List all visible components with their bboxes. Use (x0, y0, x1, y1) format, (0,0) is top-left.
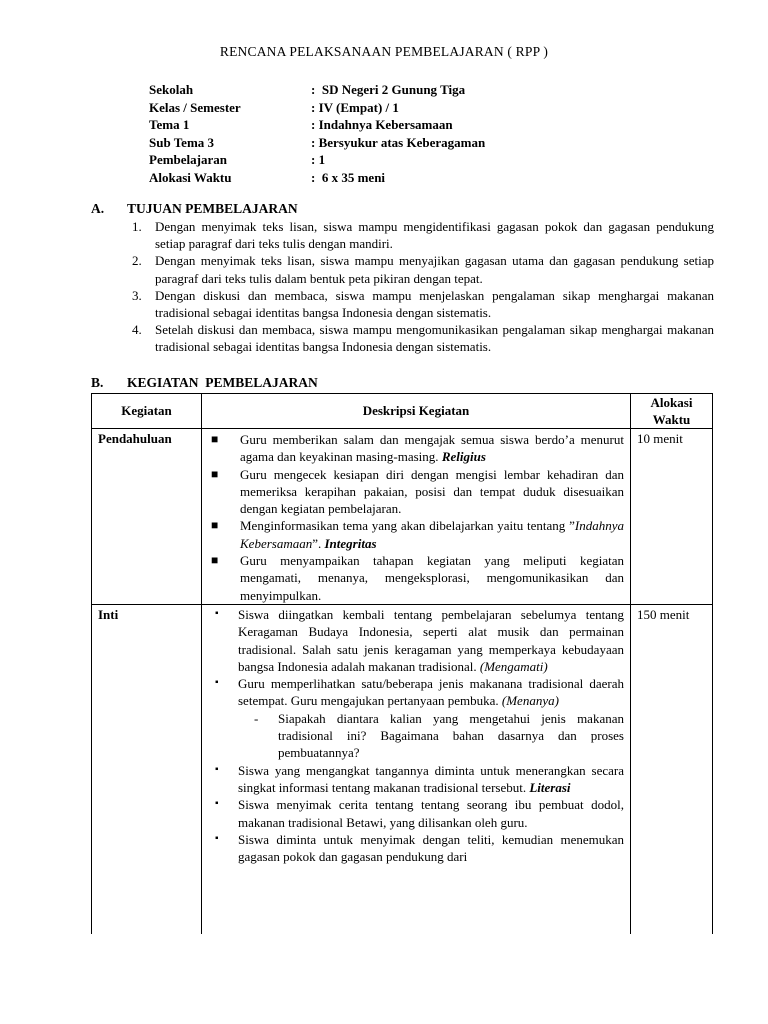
info-row-subtheme (149, 134, 485, 152)
goal-text: Dengan menyimak teks lisan, siswa mampu menyajikan gagasan utama dan gagasan pendukung setiap paragraf dari teks tulis dalam bentuk peta pikiran dengan tepat. (155, 253, 714, 286)
square-bullet-icon: ▪ (215, 607, 219, 619)
info-colon: : (311, 152, 316, 167)
goal-number: 1. (132, 219, 142, 234)
info-label: Tema 1 (149, 117, 190, 132)
header-deskripsi: Deskripsi Kegiatan (202, 394, 631, 429)
info-value: Indahnya Kebersamaan (318, 117, 453, 132)
goal-text: Dengan diskusi dan membaca, siswa mampu menjelaskan pengalaman sikap menghargai makanan tradisional sebagai identitas bangsa Indonesia dengan sistematis. (155, 287, 714, 321)
list-item (202, 431, 630, 466)
item-note: (Mengamati) (479, 658, 548, 674)
list-item (202, 762, 630, 797)
item-text: Guru memperlihatkan satu/beberapa jenis makanana tradisional daerah setempat. Guru mengajukan pertanyaan pembuka. (238, 676, 624, 709)
info-colon: : (311, 99, 316, 115)
item-text: Siswa yang mengangkat tangannya diminta untuk menerangkan secara singkat informasi tentang makanan tradisional tersebut. (238, 762, 624, 795)
info-row-school (149, 81, 485, 99)
table-row-inti (92, 604, 713, 934)
activity-list (202, 606, 630, 865)
section-title: KEGIATAN PEMBELAJARAN (127, 375, 318, 390)
info-value: 6 x 35 meni (318, 169, 386, 185)
item-tag: Integritas (324, 535, 377, 551)
list-item (202, 552, 630, 604)
item-text: Guru mengecek kesiapan diri dengan mengisi lembar kehadiran dan memeriksa kerapihan pakaian, posisi dan tempat duduk disesuaikan dengan kegiatan pembelajaran. (240, 466, 624, 517)
info-value: IV (Empat) / 1 (318, 99, 399, 115)
goal-number: 3. (132, 287, 142, 303)
phase-label: Pendahuluan (92, 429, 202, 605)
activity-list (202, 431, 630, 604)
info-label: Kelas / Semester (149, 99, 241, 115)
list-item (202, 796, 630, 831)
goal-text: Dengan menyimak teks lisan, siswa mampu mengidentifikasi gagasan pokok dan gagasan pendukung setiap paragraf dari teks tulis dengan mandiri. (155, 219, 714, 252)
section-letter: A. (91, 201, 105, 216)
item-tag: Religius (441, 449, 486, 465)
item-text: Siswa diingatkan kembali tentang pembelajaran sebelumya tentang Keragaman Budaya Indonesia, seperti alat musik dan permainan tradisional. Salah satu jenis keragaman yang memperkaya kebudayaan bangsa Indonesia adalah makanan tradisional. (238, 606, 624, 674)
table-header-row (92, 394, 713, 429)
info-colon: : (311, 134, 316, 150)
square-bullet-icon: ■ (211, 466, 219, 481)
info-row-theme (149, 116, 485, 134)
info-label: Sub Tema 3 (149, 134, 215, 150)
table-row-pendahuluan (92, 429, 713, 605)
header-kegiatan: Kegiatan (92, 394, 202, 429)
list-item (202, 517, 630, 552)
section-title: TUJUAN PEMBELAJARAN (127, 201, 298, 216)
item-tag: Literasi (529, 779, 571, 795)
square-bullet-icon: ▪ (215, 832, 219, 844)
item-note: (Menanya) (501, 693, 559, 709)
square-bullet-icon: ▪ (215, 763, 219, 775)
list-subitem (202, 710, 630, 762)
goal-item (132, 252, 714, 286)
item-text: Siswa menyimak cerita tentang tentang seorang ibu pembuat dodol, makanan tradisional Betawi, yang dilisankan oleh guru. (238, 797, 624, 830)
activities-table (91, 393, 713, 934)
identity-block (149, 81, 485, 186)
goal-number: 4. (132, 322, 142, 338)
item-text: ”. (312, 535, 325, 551)
phase-description (202, 429, 631, 605)
info-value: Bersyukur atas Keberagaman (318, 134, 486, 150)
info-value: SD Negeri 2 Gunung Tiga (318, 82, 466, 97)
info-label: Alokasi Waktu (149, 169, 232, 185)
info-colon: : (311, 117, 316, 132)
dash-bullet-icon: - (254, 710, 259, 726)
info-label: Pembelajaran (149, 152, 227, 167)
header-alokasi: Alokasi Waktu (631, 394, 713, 429)
info-value: 1 (318, 152, 326, 167)
section-letter: B. (91, 375, 104, 390)
list-item (202, 831, 630, 866)
goal-item (132, 218, 714, 252)
phase-description (202, 604, 631, 934)
square-bullet-icon: ▪ (215, 798, 219, 810)
document-title: RENCANA PELAKSANAAN PEMBELAJARAN ( RPP ) (219, 44, 549, 59)
info-row-class (149, 99, 485, 117)
square-bullet-icon: ▪ (215, 677, 219, 689)
phase-label: Inti (92, 604, 202, 934)
goal-number: 2. (132, 253, 142, 269)
goal-item (132, 321, 714, 355)
section-heading-activities (91, 375, 318, 391)
section-heading-goals (91, 201, 298, 217)
square-bullet-icon: ■ (211, 553, 219, 568)
item-text: Siswa diminta untuk menyimak dengan teliti, kemudian menemukan gagasan pokok dan gagasan pendukung dari (238, 831, 624, 865)
item-text: Guru memberikan salam dan mengajak semua siswa berdo’a menurut agama dan keyakinan masing-masing. (240, 432, 624, 465)
info-colon: : (311, 82, 316, 97)
square-bullet-icon: ■ (211, 518, 219, 533)
item-italic: Indahnya Kebersamaan (240, 518, 624, 551)
info-label: Sekolah (149, 82, 194, 97)
goal-item (132, 287, 714, 321)
list-item (202, 466, 630, 518)
list-item (202, 606, 630, 675)
info-colon: : (311, 169, 316, 185)
goals-list (132, 218, 714, 356)
item-text: Menginformasikan tema yang akan dibelajarkan yaitu tentang ” (240, 518, 575, 534)
info-row-lesson (149, 151, 485, 169)
goal-text: Setelah diskusi dan membaca, siswa mampu mengomunikasikan pengalaman sikap menghargai makanan tradisional sebagai identitas bangsa Indonesia dengan sistematis. (155, 322, 714, 355)
item-text: Guru menyampaikan tahapan kegiatan yang meliputi kegiatan mengamati, menanya, mengeksplorasi, mengomunikasikan dan menyimpulkan. (240, 553, 624, 603)
square-bullet-icon: ■ (211, 432, 219, 446)
item-text: Siapakah diantara kalian yang mengetahui jenis makanan tradisional ini? Bagaimana bahan dasarnya dan proses pembuatannya? (278, 710, 624, 761)
phase-time: 10 menit (631, 429, 713, 605)
list-item (202, 675, 630, 710)
phase-time: 150 menit (631, 604, 713, 934)
info-row-time (149, 169, 485, 187)
